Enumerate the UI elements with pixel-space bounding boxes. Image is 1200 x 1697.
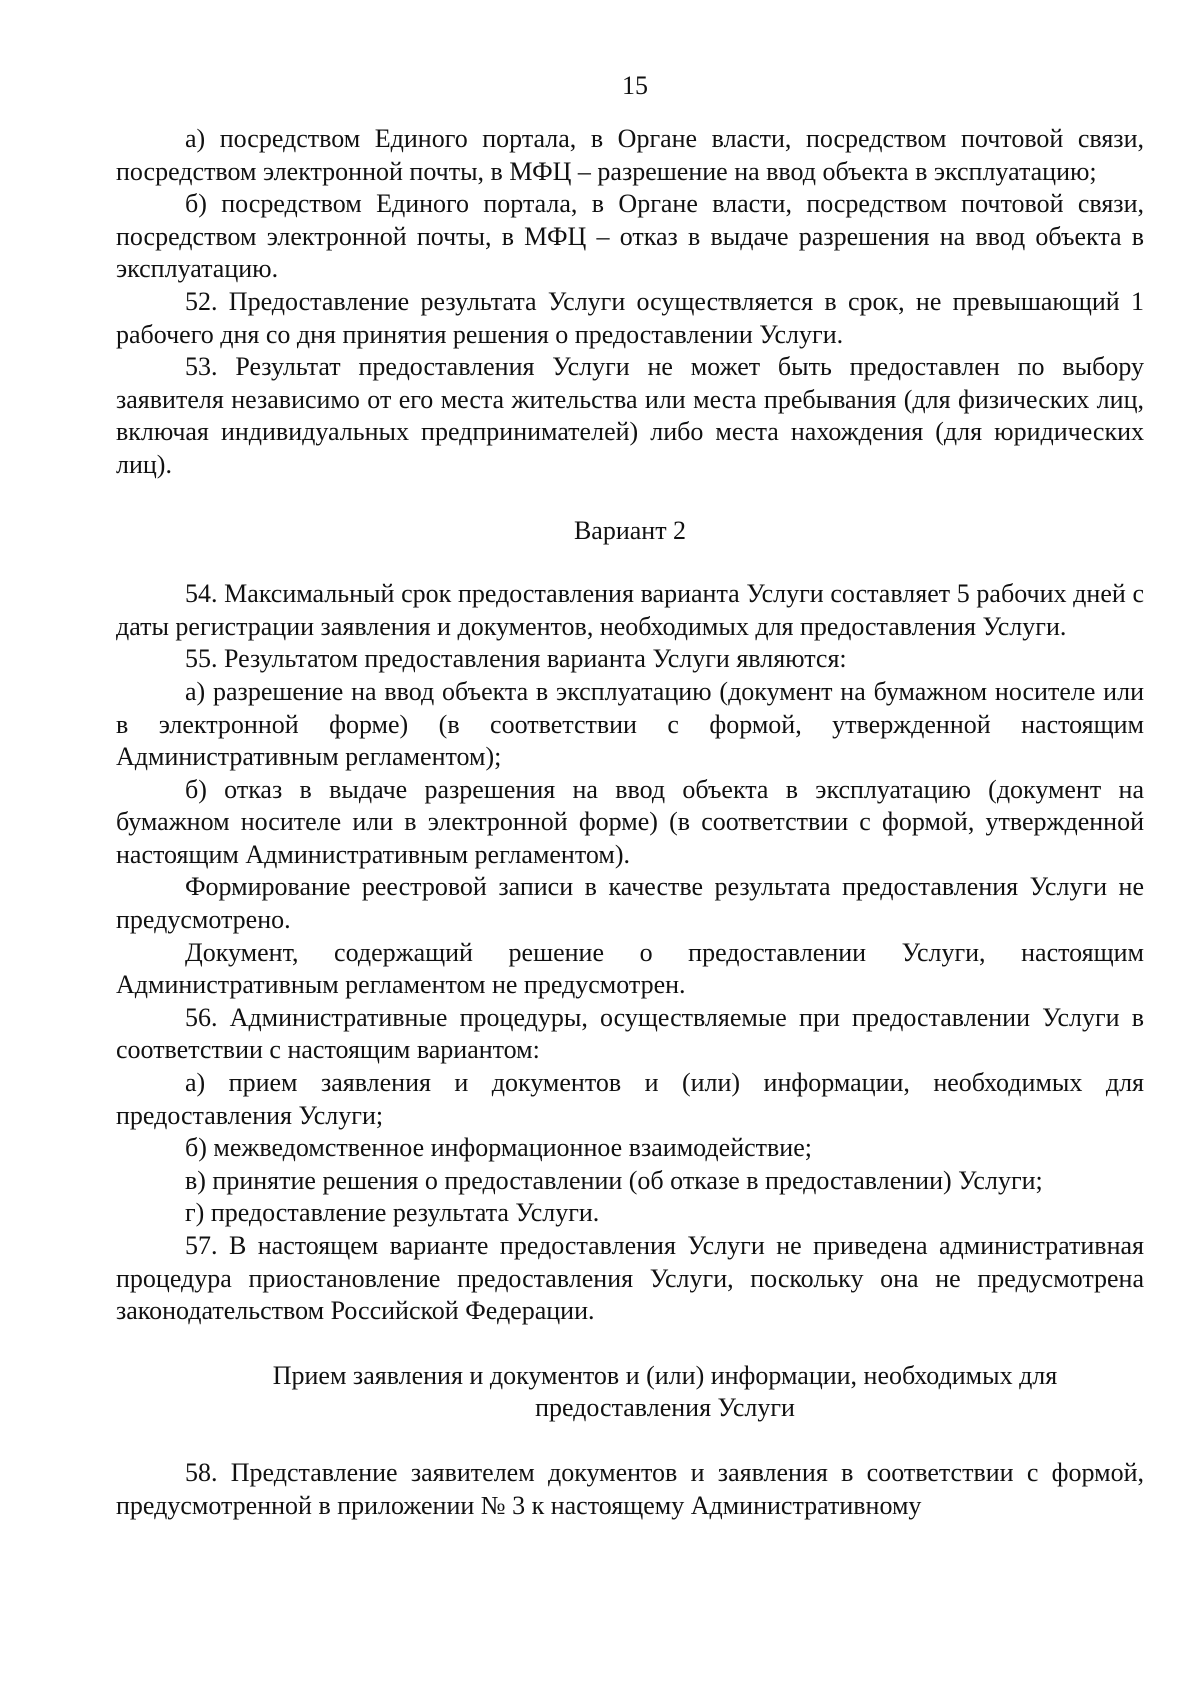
paragraph-55-b: б) отказ в выдаче разрешения на ввод объекта в эксплуатацию (документ на бумажном носителе или в электронной форме) (в соответствии с формой, утвержденной настоящим Административным регламентом).	[116, 774, 1144, 869]
paragraph-56-a: а) прием заявления и документов и (или) информации, необходимых для предоставления Услуги;	[116, 1068, 1144, 1130]
paragraph-57: 57. В настоящем варианте предоставления Услуги не приведена административная процедура приостановление предоставления Услуги, поскольку она не предусмотрена законодательством Российской Федерации.	[116, 1231, 1144, 1326]
paragraph-decision-document: Документ, содержащий решение о предоставлении Услуги, настоящим Административным регламентом не предусмотрен.	[116, 937, 1144, 1000]
document-body	[116, 123, 1144, 1522]
paragraph-52: 52. Предоставление результата Услуги осуществляется в срок, не превышающий 1 рабочего дня со дня принятия решения о предоставлении Услуги.	[116, 286, 1144, 349]
paragraph-58: 58. Представление заявителем документов и заявления в соответствии с формой, предусмотренной в приложении № 3 к настоящему Административному	[116, 1457, 1144, 1520]
paragraph-55: 55. Результатом предоставления варианта Услуги являются:	[185, 644, 847, 674]
paragraph-56: 56. Административные процедуры, осуществляемые при предоставлении Услуги в соответствии с настоящим вариантом:	[116, 1002, 1144, 1065]
paragraph-delivery-a: а) посредством Единого портала, в Органе власти, посредством почтовой связи, посредством электронной почты, в МФЦ – разрешение на ввод объекта в эксплуатацию;	[116, 124, 1144, 186]
page-number: 15	[622, 71, 648, 100]
paragraph-registry-record: Формирование реестровой записи в качестве результата предоставления Услуги не предусмотрено.	[116, 872, 1144, 935]
paragraph-56-v: в) принятие решения о предоставлении (об отказе в предоставлении) Услуги;	[185, 1165, 1043, 1195]
paragraph-56-g: г) предоставление результата Услуги.	[185, 1198, 600, 1228]
heading-application-intake: Прием заявления и документов и (или) информации, необходимых для предоставления Услуги	[272, 1360, 1058, 1423]
paragraph-55-a: а) разрешение на ввод объекта в эксплуатацию (документ на бумажном носителе или в электронной форме) (в соответствии с формой, утвержденной настоящим Административным регламентом);	[116, 676, 1144, 772]
heading-variant-2: Вариант 2	[573, 515, 687, 545]
paragraph-56-b: б) межведомственное информационное взаимодействие;	[185, 1133, 812, 1163]
paragraph-54: 54. Максимальный срок предоставления варианта Услуги составляет 5 рабочих дней с даты регистрации заявления и документов, необходимых для предоставления Услуги.	[116, 579, 1144, 641]
paragraph-53: 53. Результат предоставления Услуги не может быть предоставлен по выбору заявителя независимо от его места жительства или места пребывания (для физических лиц, включая индивидуальных предпринимателей) либо места нахождения (для юридических лиц).	[116, 352, 1144, 479]
paragraph-delivery-b: б) посредством Единого портала, в Органе власти, посредством почтовой связи, посредством электронной почты, в МФЦ – отказ в выдаче разрешения на ввод объекта в эксплуатацию.	[116, 189, 1144, 284]
